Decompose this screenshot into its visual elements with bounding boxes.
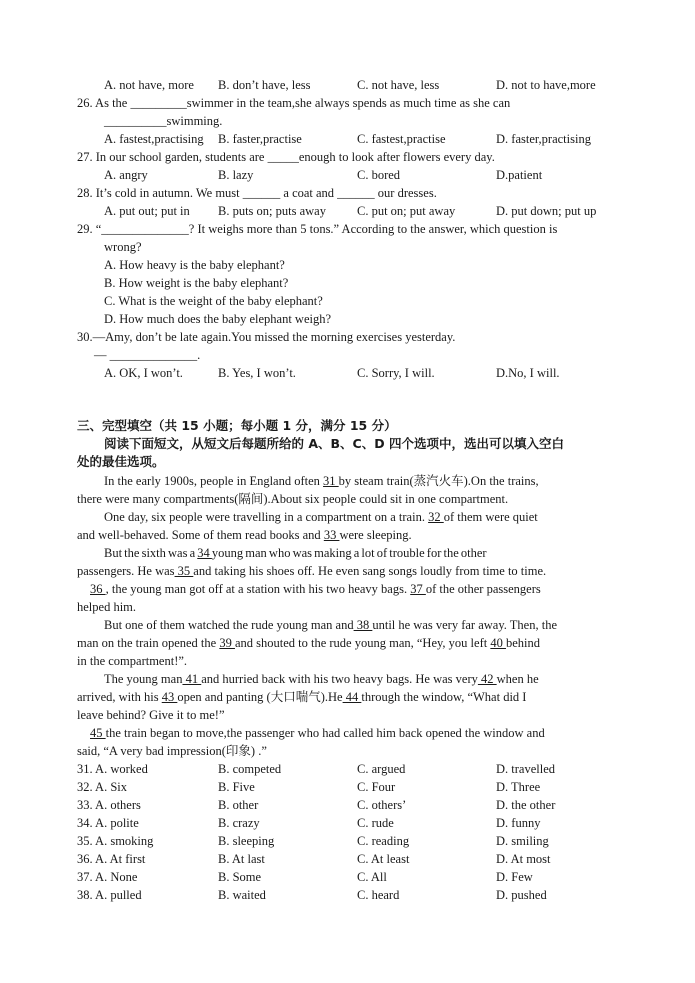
answer-option: B. waited: [218, 888, 266, 902]
q30-option-c: C. Sorry, I will.: [357, 366, 435, 380]
blank-38: 38: [353, 618, 373, 632]
q27-option-c: C. bored: [357, 168, 401, 182]
passage-line-4: and well-behaved. Some of them read books and 33 were sleeping.: [77, 528, 412, 542]
q26-option-c: C. fastest,practise: [357, 132, 446, 146]
passage-line-5: But the sixth was a 34 young man who was making a lot of trouble for the other: [104, 546, 487, 560]
q28-line: 28. It’s cold in autumn. We must ______ a coat and ______ our dresses.: [77, 186, 437, 200]
q27-option-a: A. angry: [104, 168, 148, 182]
q30-line2: — ______________.: [94, 348, 201, 362]
answer-option: B. Five: [218, 780, 255, 794]
answer-option: B. crazy: [218, 816, 260, 830]
answer-option: B. Some: [218, 870, 262, 884]
q27-option-b: B. lazy: [218, 168, 254, 182]
answer-option: C. Four: [357, 780, 396, 794]
passage-line-8: helped him.: [77, 600, 137, 614]
answer-option: 34. A. polite: [77, 816, 139, 830]
answer-option: D. funny: [496, 816, 541, 830]
blank-37: 37: [410, 582, 426, 596]
answer-option: C. others’: [357, 798, 407, 812]
q28-option-a: A. put out; put in: [104, 204, 190, 218]
blank-41: 41: [182, 672, 202, 686]
passage-line-9: But one of them watched the rude young man and 38 until he was very far away. Then, the: [104, 618, 557, 632]
blank-33: 33: [323, 528, 340, 542]
blank-32: 32: [428, 510, 444, 524]
q28-option-d: D. put down; put up: [496, 204, 597, 218]
q26-line1: 26. As the _________swimmer in the team,she always spends as much time as she can: [77, 96, 511, 110]
passage-line-7: 36 , the young man got off at a station with his two heavy bags. 37 of the other passengers: [90, 582, 541, 596]
blank-35: 35: [174, 564, 194, 578]
answer-option: D. the other: [496, 798, 556, 812]
answer-option: 38. A. pulled: [77, 888, 142, 902]
answer-option: 35. A. smoking: [77, 834, 154, 848]
answer-option: D. Few: [496, 870, 533, 884]
q25-option-c: C. not have, less: [357, 78, 440, 92]
blank-42: 42: [477, 672, 497, 686]
q30-option-a: A. OK, I won’t.: [104, 366, 183, 380]
passage-line-16: said, “A very bad impression(印象) .”: [77, 744, 267, 758]
q28-option-c: C. put on; put away: [357, 204, 456, 218]
blank-45: 45: [90, 726, 106, 740]
blank-36: 36: [90, 582, 106, 596]
answer-option: D. Three: [496, 780, 541, 794]
q27-line: 27. In our school garden, students are _____enough to look after flowers every day.: [77, 150, 495, 164]
section-instruction-line1: 阅读下面短文，从短文后每题所给的 A、B、C、D 四个选项中，选出可以填入空白: [104, 436, 564, 451]
q26-option-d: D. faster,practising: [496, 132, 591, 146]
blank-43: 43: [161, 690, 178, 704]
blank-39: 39: [219, 636, 235, 650]
passage-line-6: passengers. He was 35 and taking his shoes off. He even sang songs loudly from time to time.: [77, 564, 547, 578]
answer-option: B. competed: [218, 762, 282, 776]
answer-option: C. rude: [357, 816, 394, 830]
passage-line-10: man on the train opened the 39 and shouted to the rude young man, “Hey, you left 40 behind: [77, 636, 540, 650]
answer-option: 36. A. At first: [77, 852, 146, 866]
answer-option: C. heard: [357, 888, 400, 902]
q25-option-b: B. don’t have, less: [218, 78, 311, 92]
q25-option-a: A. not have, more: [104, 78, 194, 92]
q29-line1: 29. “______________? It weighs more than 5 tons.” According to the answer, which question is: [77, 222, 558, 236]
q30-option-d: D.No, I will.: [496, 366, 560, 380]
passage-line-12: The young man 41 and hurried back with his two heavy bags. He was very 42 when he: [104, 672, 539, 686]
q30-line1: 30.—Amy, don’t be late again.You missed the morning exercises yesterday.: [77, 330, 456, 344]
blank-31: 31: [323, 474, 339, 488]
q25-option-d: D. not to have,more: [496, 78, 596, 92]
answer-option: D. smiling: [496, 834, 549, 848]
answer-option: C. At least: [357, 852, 410, 866]
answer-option: C. All: [357, 870, 387, 884]
answer-option: C. argued: [357, 762, 406, 776]
passage-line-15: 45 the train began to move,the passenger who had called him back opened the window and: [90, 726, 545, 740]
answer-option: 32. A. Six: [77, 780, 128, 794]
answer-option: D. travelled: [496, 762, 556, 776]
passage-line-11: in the compartment!”.: [77, 654, 188, 668]
passage-line-13: arrived, with his 43 open and panting (大口喘气).He 44 through the window, “What did I: [77, 690, 527, 704]
passage-line-2: there were many compartments(隔间).About six people could sit in one compartment.: [77, 492, 509, 506]
answer-option: C. reading: [357, 834, 410, 848]
q30-option-b: B. Yes, I won’t.: [218, 366, 296, 380]
q29-option-b: B. How weight is the baby elephant?: [104, 276, 289, 290]
q28-option-b: B. puts on; puts away: [218, 204, 326, 218]
answer-option: D. At most: [496, 852, 551, 866]
passage-line-14: leave behind? Give it to me!”: [77, 708, 225, 722]
passage-line-1: In the early 1900s, people in England often 31 by steam train(蒸汽火车).On the trains,: [104, 474, 539, 488]
answer-option: 33. A. others: [77, 798, 141, 812]
q26-option-b: B. faster,practise: [218, 132, 302, 146]
blank-40: 40: [490, 636, 506, 650]
q29-option-d: D. How much does the baby elephant weigh?: [104, 312, 332, 326]
answer-option: 31. A. worked: [77, 762, 148, 776]
answer-option: B. At last: [218, 852, 265, 866]
answer-option: B. other: [218, 798, 259, 812]
q26-line2: __________swimming.: [104, 114, 223, 128]
section-instruction-line2: 处的最佳选项。: [77, 454, 165, 469]
answer-option: D. pushed: [496, 888, 547, 902]
section-heading: 三、完型填空（共 15 小题；每小题 1 分，满分 15 分）: [77, 418, 397, 433]
q29-option-a: A. How heavy is the baby elephant?: [104, 258, 285, 272]
answer-option: 37. A. None: [77, 870, 138, 884]
q27-option-d: D.patient: [496, 168, 543, 182]
blank-34: 34: [197, 546, 212, 560]
q26-option-a: A. fastest,practising: [104, 132, 204, 146]
answer-option: B. sleeping: [218, 834, 275, 848]
blank-44: 44: [342, 690, 362, 704]
q29-line2: wrong?: [104, 240, 142, 254]
q29-option-c: C. What is the weight of the baby elephant?: [104, 294, 323, 308]
passage-line-3: One day, six people were travelling in a compartment on a train. 32 of them were quiet: [104, 510, 538, 524]
